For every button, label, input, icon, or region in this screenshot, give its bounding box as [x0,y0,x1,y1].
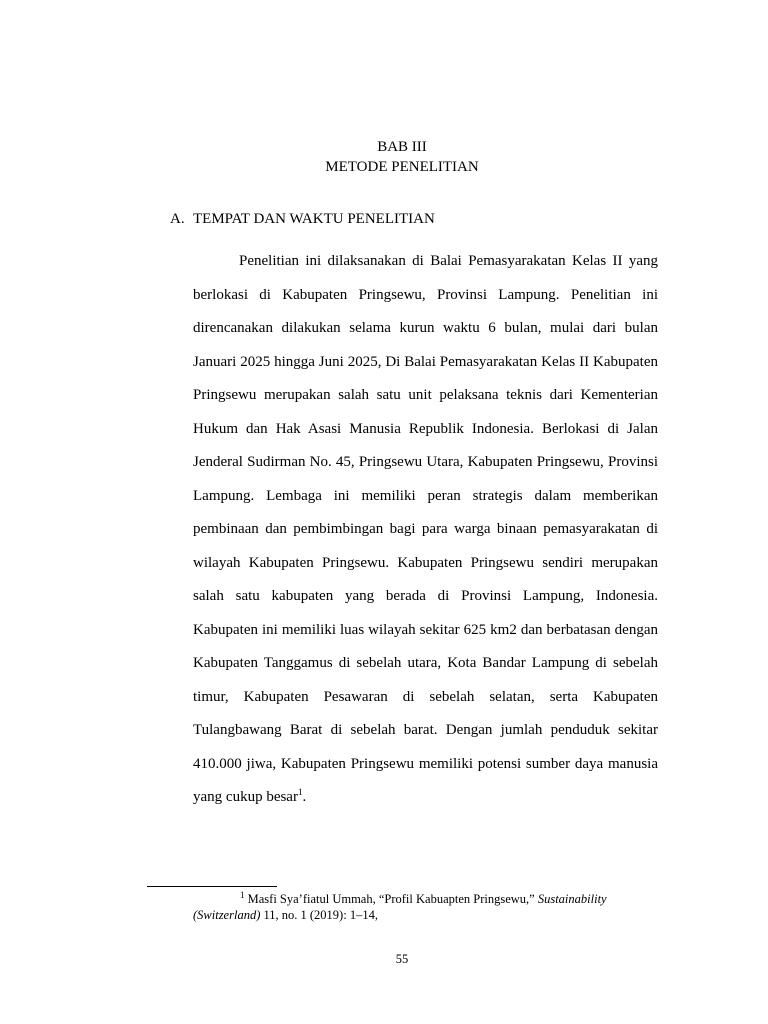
chapter-title: METODE PENELITIAN [325,159,479,175]
body-text [193,245,658,815]
footnote-reference: 1 [297,787,303,797]
chapter-number: BAB III [377,139,427,155]
footnote-details: 11, no. 1 (2019): 1–14, [260,907,378,922]
footnote-text [193,889,633,923]
footnote-author-title: Masfi Sya’fiatul Ummah, “Profil Kabuapten Pringsewu,” [244,892,538,906]
body-paragraph [193,245,658,815]
footnote [193,889,633,923]
paragraph-text: Penelitian ini dilaksanakan di Balai Pemasyarakatan Kelas II yang berlokasi di Kabupaten Pringsewu, Provinsi Lampung. Penelitian ini direncanakan dilakukan selama kurun waktu 6 bulan, mulai dari bulan Januari 2025 hingga Juni 2025, Di Balai Pemasyarakatan Kelas II Kabupaten Pringsewu merupakan salah satu unit pelaksana teknis dari Kementerian Hukum dan Hak Asasi Manusia Republik Indonesia. Berlokasi di Jalan Jenderal Sudirman No. 45, Pringsewu Utara, Kabupaten Pringsewu, Provinsi Lampung. Lembaga ini memiliki peran strategis dalam memberikan pembinaan dan pembimbingan bagi para warga binaan pemasyarakatan di wilayah Kabupaten Pringsewu. Kabupaten Pringsewu sendiri merupakan salah satu kabupaten yang berada di Provinsi Lampung, Indonesia. Kabupaten ini memiliki luas wilayah sekitar 625 km2 dan berbatasan dengan Kabupaten Tanggamus di sebelah utara, Kota Bandar Lampung di sebelah timur, Kabupaten Pesawaran di sebelah selatan, serta Kabupaten Tulangbawang Barat di sebelah barat. Dengan jumlah penduduk sekitar 410.000 jiwa, Kabupaten Pringsewu memiliki potensi sumber daya manusia yang cukup besar [193,253,658,805]
footnote-mark: 1 [240,889,245,900]
footnote-journal: Sustainability (Switzerland) [193,892,607,922]
paragraph-end-punctuation: . [302,789,307,805]
section-marker: A. [170,211,185,227]
section-title: TEMPAT DAN WAKTU PENELITIAN [193,211,435,227]
section-heading [170,209,435,229]
footnote-separator [147,886,277,887]
page-number: 55 [395,952,409,966]
